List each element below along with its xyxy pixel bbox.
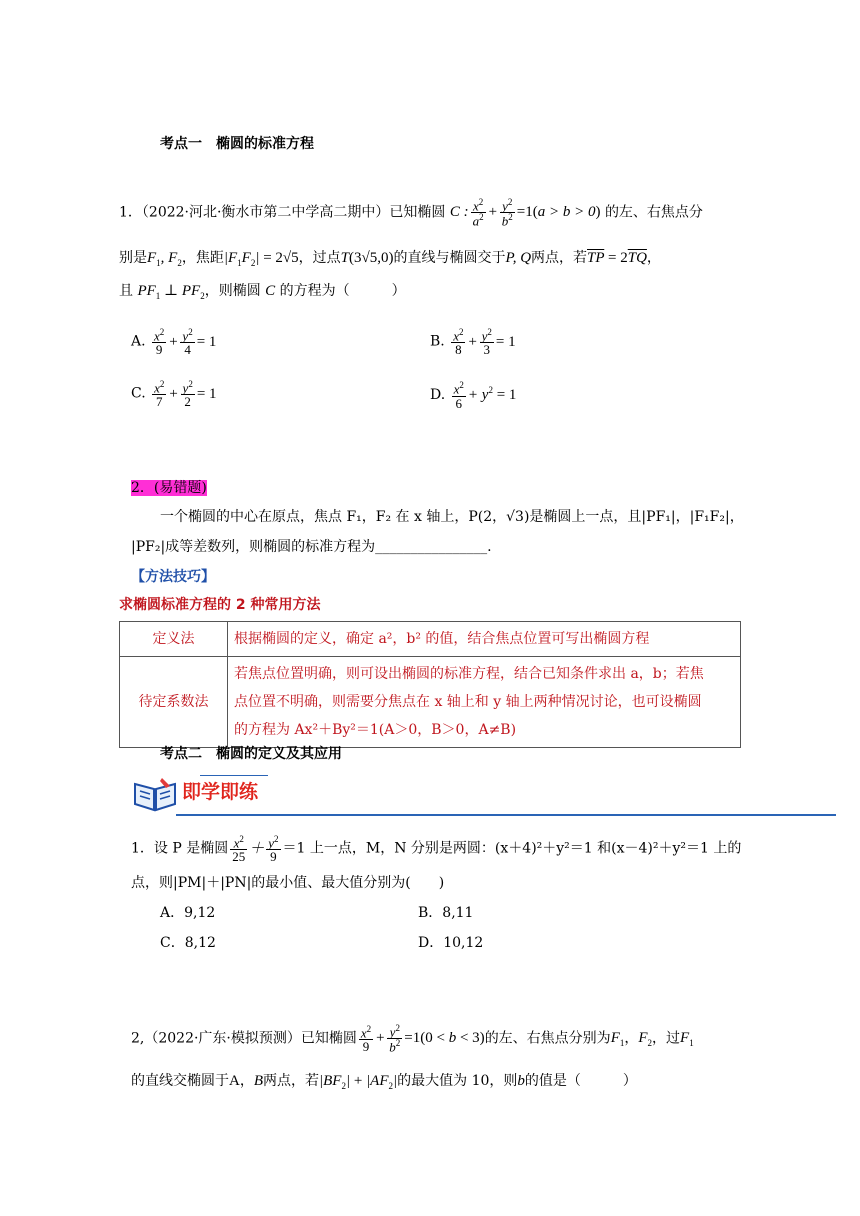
- option-b[interactable]: B. $\frac{x^2}{8}$ + $\frac{y^2}{3}$ = 1: [430, 327, 516, 358]
- option-d[interactable]: D．10,12: [418, 935, 484, 951]
- option-a[interactable]: A. $\frac{x^2}{9}$ + $\frac{y^2}{4}$ = 1: [131, 327, 217, 358]
- method-table: [119, 621, 741, 748]
- option-c[interactable]: C．8,12: [160, 935, 216, 951]
- divider: [176, 814, 836, 816]
- q1-line3: 且 $PF_1$ ⊥ $PF_2$，则椭圆 C 的方程为（ ）: [119, 283, 406, 301]
- method-text: 若焦点位置明确，则可设出椭圆的标准方程，结合已知条件求出 a，b；若焦 点位置不明确，则需要分焦点在 x 轴上和 y 轴上两种情况讨论，也可设椭圆 的方程为 Ax²＋By²＝1(A＞0，B＞0，A≠B): [228, 657, 741, 748]
- option-d[interactable]: D. $\frac{x^2}{6}$ + $y^2 = 1$: [430, 380, 517, 411]
- method-text: 根据椭圆的定义，确定 a²，b² 的值，结合焦点位置可写出椭圆方程: [228, 622, 741, 657]
- method-heading: 【方法技巧】: [131, 569, 215, 585]
- p1-line1: 1．设 P 是椭圆 $\frac{x^2}{25}$ ＋ $\frac{y^2}{9}$ ＝1 上一点，M，N 分别是两圆：(x＋4)²＋y²＝1 和(x－4)²＋y²＝1 上的: [131, 834, 742, 865]
- method-subheading: 求椭圆标准方程的 2 种常用方法: [119, 597, 321, 613]
- p1-line2: 点，则|PM|＋|PN|的最小值、最大值分别为( ): [131, 875, 445, 891]
- table-row: [120, 657, 741, 748]
- p2-line1: 2,（2022·广东·模拟预测）已知椭圆 $\frac{x^2}{9}$ + $\frac{y^2}{b^2}$ =1(0 < b < 3)的左、右焦点分别为$F_1$，$F_2$，过$F_1$: [131, 1023, 694, 1055]
- section-title: 考点二 椭圆的定义及其应用: [160, 746, 342, 762]
- method-key: 待定系数法: [120, 657, 228, 748]
- p2-line2: 的直线交椭圆于A，B两点，若$|BF_2| + |AF_2|$的最大值为 10，则b的值是（ ）: [131, 1073, 637, 1091]
- q1-line2: 别是$F_1$, $F_2$，焦距$|F_1F_2| = 2√5$，过点T(3√5,0)的直线与椭圆交于P, Q两点，若$\overline{TP} = 2\overline{TQ}$，: [119, 250, 661, 268]
- option-c[interactable]: C. $\frac{x^2}{7}$ + $\frac{y^2}{2}$ = 1: [131, 379, 217, 410]
- section-title: 考点一 椭圆的标准方程: [160, 136, 314, 152]
- table-row: [120, 622, 741, 657]
- q2-label: 2．(易错题): [131, 480, 207, 496]
- book-icon: [132, 776, 178, 812]
- banner-line: [200, 775, 268, 776]
- option-a[interactable]: A．9,12: [160, 905, 216, 921]
- q1-line1: 1．（2022·河北·衡水市第二中学高二期中）已知椭圆 C : $\frac{x^2}{a^2}$ + $\frac{y^2}{b^2}$ =1(a > b > 0) 的左、右焦点分: [119, 197, 703, 229]
- method-key: 定义法: [120, 622, 228, 657]
- q2-line2: |PF₂|成等差数列，则椭圆的标准方程为________________.: [131, 539, 492, 555]
- option-b[interactable]: B．8,11: [418, 905, 474, 921]
- practice-title: 即学即练: [182, 781, 259, 803]
- q2-line1: 一个椭圆的中心在原点，焦点 F₁，F₂ 在 x 轴上，P(2，√3)是椭圆上一点，且|PF₁|，|F₁F₂|，: [160, 509, 744, 525]
- ellipse-equation: C : $\frac{x^2}{a^2}$ + $\frac{y^2}{b^2}$ =1(a > b > 0): [449, 197, 601, 229]
